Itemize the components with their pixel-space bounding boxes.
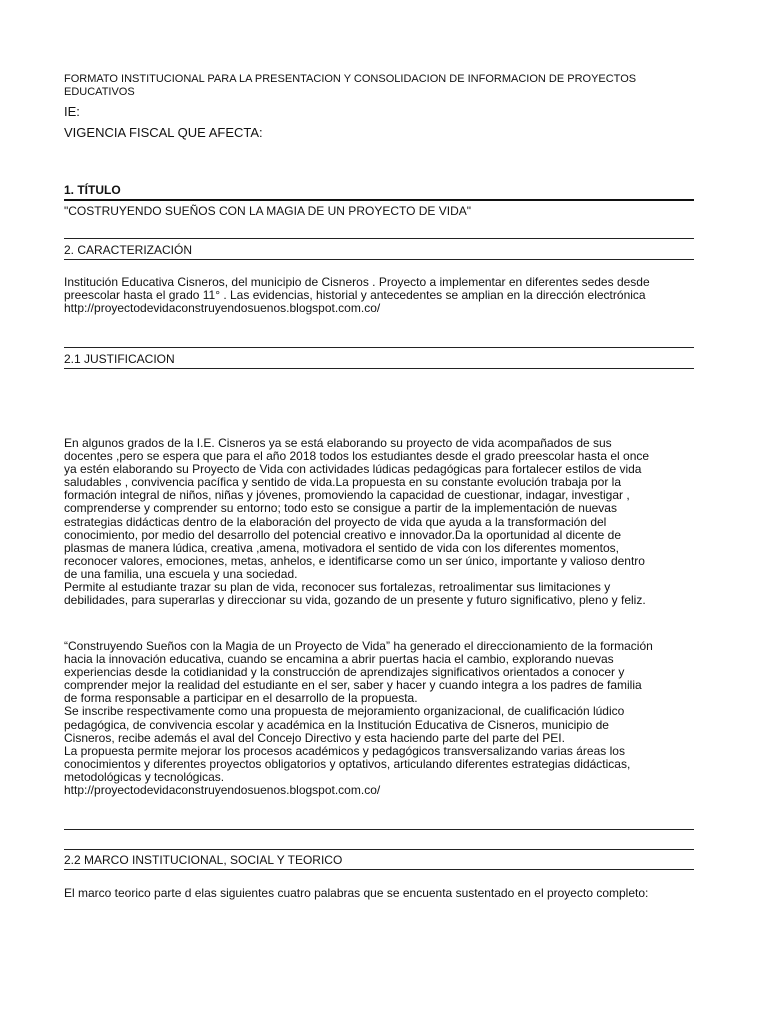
text-line: estrategias didácticas dentro de la elaboración del proyecto de vida que ayuda a la transformación del	[64, 514, 607, 529]
text-line: En algunos grados de la I.E. Cisneros ya se está elaborando su proyecto de vida acompañados de sus	[64, 436, 612, 450]
section-marco-heading: 2.2 MARCO INSTITUCIONAL, SOCIAL Y TEORICO	[64, 853, 343, 867]
text-line: pedagógica, de convivencia escolar y académica en la Institución Educativa de Cisneros, municipio de	[64, 717, 609, 732]
section-rule	[64, 238, 694, 239]
text-line: comprender mejor la realidad del estudiante en el ser, saber y hacer y cuando integra a los padres de familia	[64, 678, 642, 693]
text-line: comprenderse y comprender su entorno; todo esto se consigue a partir de la implementación de nuevas	[64, 501, 617, 516]
text-line: conocimientos y diferentes proyectos obligatorios y optativos, articulando diferentes estrategias didácticas,	[64, 756, 631, 771]
section-rule	[64, 829, 694, 830]
text-line: “Construyendo Sueños con la Magia de un Proyecto de Vida” ha generado el direccionamiento de la formación	[64, 639, 653, 653]
text-line: Institución Educativa Cisneros, del municipio de Cisneros . Proyecto a implementar en diferentes sedes desde	[64, 275, 650, 289]
project-title: "COSTRUYENDO SUEÑOS CON LA MAGIA DE UN PROYECTO DE VIDA"	[64, 204, 472, 218]
text-line: experiencias desde la cotidianidad y la construcción de aprendizajes significativos orientados a conocer y	[64, 665, 625, 680]
text-line: formación integral de niños, niñas y jóvenes, promoviendo la capacidad de cuestionar, indagar, investigar ,	[64, 488, 630, 503]
text-line: docentes ,pero se espera que para el año 2018 todos los estudiantes desde el grado preescolar hasta el once	[64, 449, 650, 464]
section-rule	[64, 199, 694, 201]
caracterizacion-text	[64, 276, 694, 315]
section-justificacion-heading: 2.1 JUSTIFICACION	[64, 352, 175, 366]
section-rule	[64, 347, 694, 348]
section-rule	[64, 869, 694, 870]
text-line: Permite al estudiante trazar su plan de vida, reconocer sus fortalezas, retroalimentar sus limitaciones y	[64, 580, 611, 595]
text-line: de una familia, una escuela y una sociedad.	[64, 566, 298, 581]
ie-label: IE:	[64, 104, 80, 119]
text-line: http://proyectodevidaconstruyendosuenos.blogspot.com.co/	[64, 783, 381, 798]
justificacion-text-2	[64, 640, 694, 797]
vigencia-label: VIGENCIA FISCAL QUE AFECTA:	[64, 125, 263, 140]
text-line: ya estén elaborando su Proyecto de Vida con actividades lúdicas pedagógicas para fortalecer estilos de vida	[64, 462, 642, 477]
text-line: debilidades, para superarlas y direccionar su vida, gozando de un presente y futuro significativo, pleno y feliz.	[64, 593, 646, 608]
text-line: http://proyectodevidaconstruyendosuenos.blogspot.com.co/	[64, 301, 381, 316]
text-line: hacia la innovación educativa, cuando se encamina a abrir puertas hacia el cambio, explorando nuevas	[64, 652, 614, 667]
text-line: Cisneros, recibe además el aval del Concejo Directivo y esta haciendo parte del parte del PEI.	[64, 730, 565, 745]
section-rule	[64, 368, 694, 369]
text-line: conocimiento, por medio del desarrollo del potencial creativo e innovador.Da la oportunidad al dicente de	[64, 527, 622, 542]
marco-text	[64, 887, 694, 900]
text-line: plasmas de manera lúdica, creativa ,amena, motivadora el sentido de vida con los diferentes momentos,	[64, 540, 619, 555]
text-line: saludables , convivencia pacífica y sentido de vida.La propuesta en su constante evolución trabaja por la	[64, 475, 622, 490]
text-line: metodológicas y tecnológicas.	[64, 769, 225, 784]
section-rule	[64, 259, 694, 260]
text-line: de forma responsable a participar en el desarrollo de la propuesta.	[64, 691, 418, 706]
text-line: El marco teorico parte d elas siguientes cuatro palabras que se encuenta sustentado en el proyecto completo:	[64, 886, 649, 900]
text-line: reconocer valores, emociones, metas, anhelos, e identificarse como un ser único, importante y valioso dentro	[64, 553, 645, 568]
text-line: Se inscribe respectivamente como una propuesta de mejoramiento organizacional, de cualificación lúdico	[64, 704, 625, 719]
section-rule	[64, 849, 694, 850]
justificacion-text	[64, 437, 694, 607]
document-title: FORMATO INSTITUCIONAL PARA LA PRESENTACION Y CONSOLIDACION DE INFORMACION DE PROYECTOS EDUCATIVOS	[64, 73, 637, 98]
text-line: La propuesta permite mejorar los procesos académicos y pedagógicos transversalizando varias áreas los	[64, 743, 625, 758]
section-caracterizacion-heading: 2. CARACTERIZACIÓN	[64, 243, 193, 257]
text-line: preescolar hasta el grado 11° . Las evidencias, historial y antecedentes se amplian en la dirección electrónica	[64, 288, 646, 303]
section-titulo-heading: 1. TÍTULO	[64, 183, 121, 197]
